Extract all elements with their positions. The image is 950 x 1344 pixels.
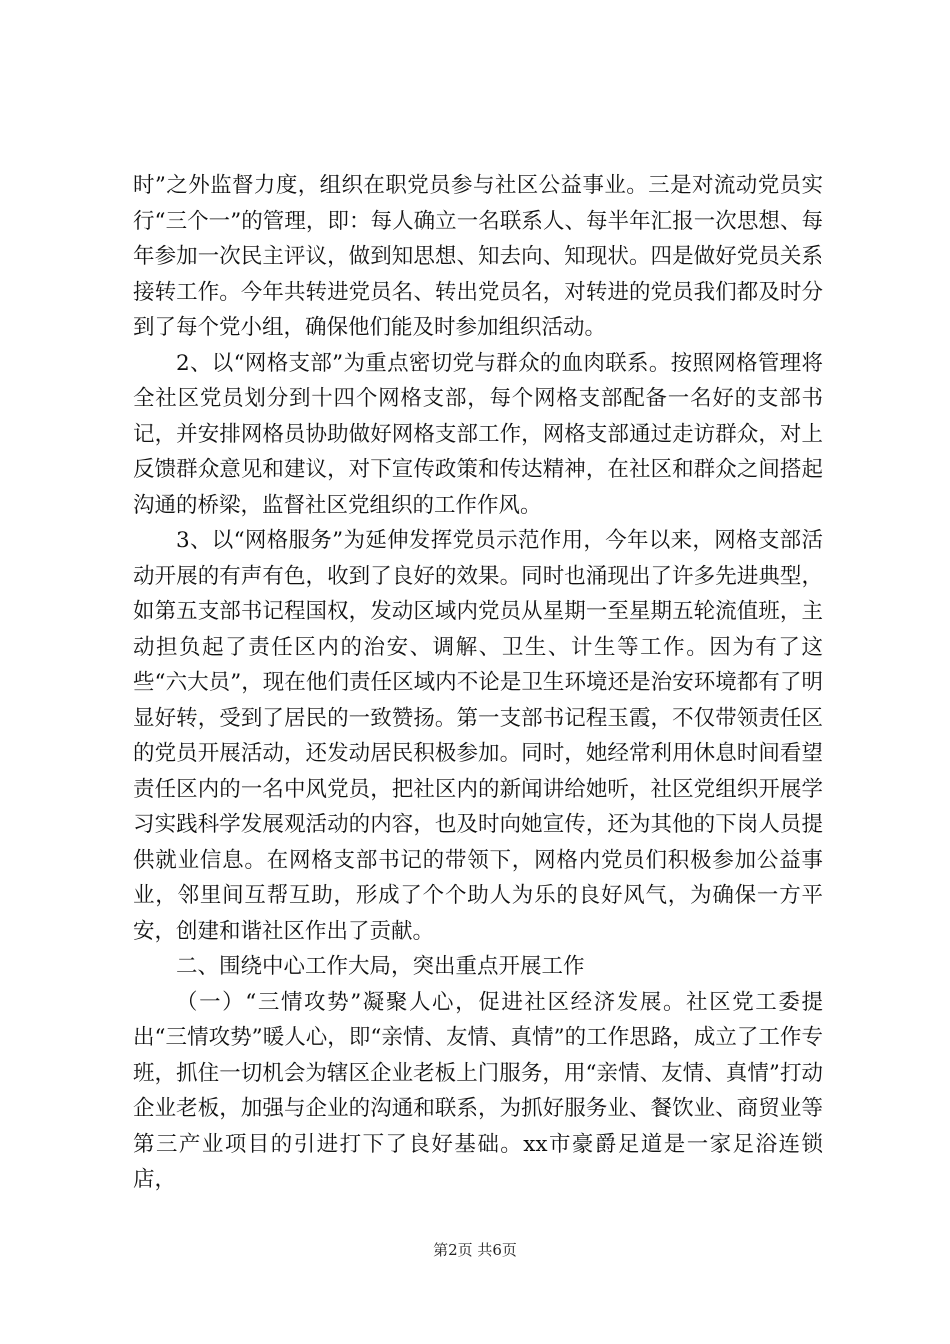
paragraph-1: 时”之外监督力度，组织在职党员参与社区公益事业。三是对流动党员实行“三个一”的管理，即：每人确立一名联系人、每半年汇报一次思想、每年参加一次民主评议，做到知思想、知去向、知现状。四是做好党员关系接转工作。今年共转进党员名、转出党员名，对转进的党员我们都及时分到了每个党小组，确保他们能及时参加组织活动。	[133, 173, 823, 340]
paragraph-5: （一）“三情攻势”凝聚人心，促进社区经济发展。社区党工委提出“三情攻势”暖人心，即“亲情、友情、真情”的工作思路，成立了工作专班，抓住一切机会为辖区企业老板上门服务，用“亲情、友情、真情”打动企业老板，加强与企业的沟通和联系，为抓好服务业、餐饮业、商贸业等第三产业项目的引进打下了良好基础。xx市豪爵足道是一家足浴连锁店，	[133, 989, 823, 1192]
section-heading: 二、围绕中心工作大局，突出重点开展工作	[176, 954, 585, 979]
paragraph-2: 2、以“网格支部”为重点密切党与群众的血肉联系。按照网格管理将全社区党员划分到十四个网格支部，每个网格支部配备一名好的支部书记，并安排网格员协助做好网格支部工作，网格支部通过走访群众，对上反馈群众意见和建议，对下宣传政策和传达精神，在社区和群众之间搭起沟通的桥梁，监督社区党组织的工作作风。	[133, 350, 823, 518]
paragraph-3: 3、以“网格服务”为延伸发挥党员示范作用，今年以来，网格支部活动开展的有声有色，收到了良好的效果。同时也涌现出了许多先进典型，如第五支部书记程国权，发动区域内党员从星期一至星期五轮流值班，主动担负起了责任区内的治安、调解、卫生、计生等工作。因为有了这些“六大员”，现在他们责任区域内不论是卫生环境还是治安环境都有了明显好转，受到了居民的一致赞扬。第一支部书记程玉霞，不仅带领责任区的党员开展活动，还发动居民积极参加。同时，她经常利用休息时间看望责任区内的一名中风党员，把社区内的新闻讲给她听，社区党组织开展学习实践科学发展观活动的内容，也及时向她宣传，还为其他的下岗人员提供就业信息。在网格支部书记的带领下，网格内党员们积极参加公益事业，邻里间互帮互助，形成了个个助人为乐的良好风气，为确保一方平安，创建和谐社区作出了贡献。	[133, 528, 823, 944]
page-footer: 第2页 共6页	[433, 1241, 517, 1259]
body-text	[133, 168, 823, 1198]
